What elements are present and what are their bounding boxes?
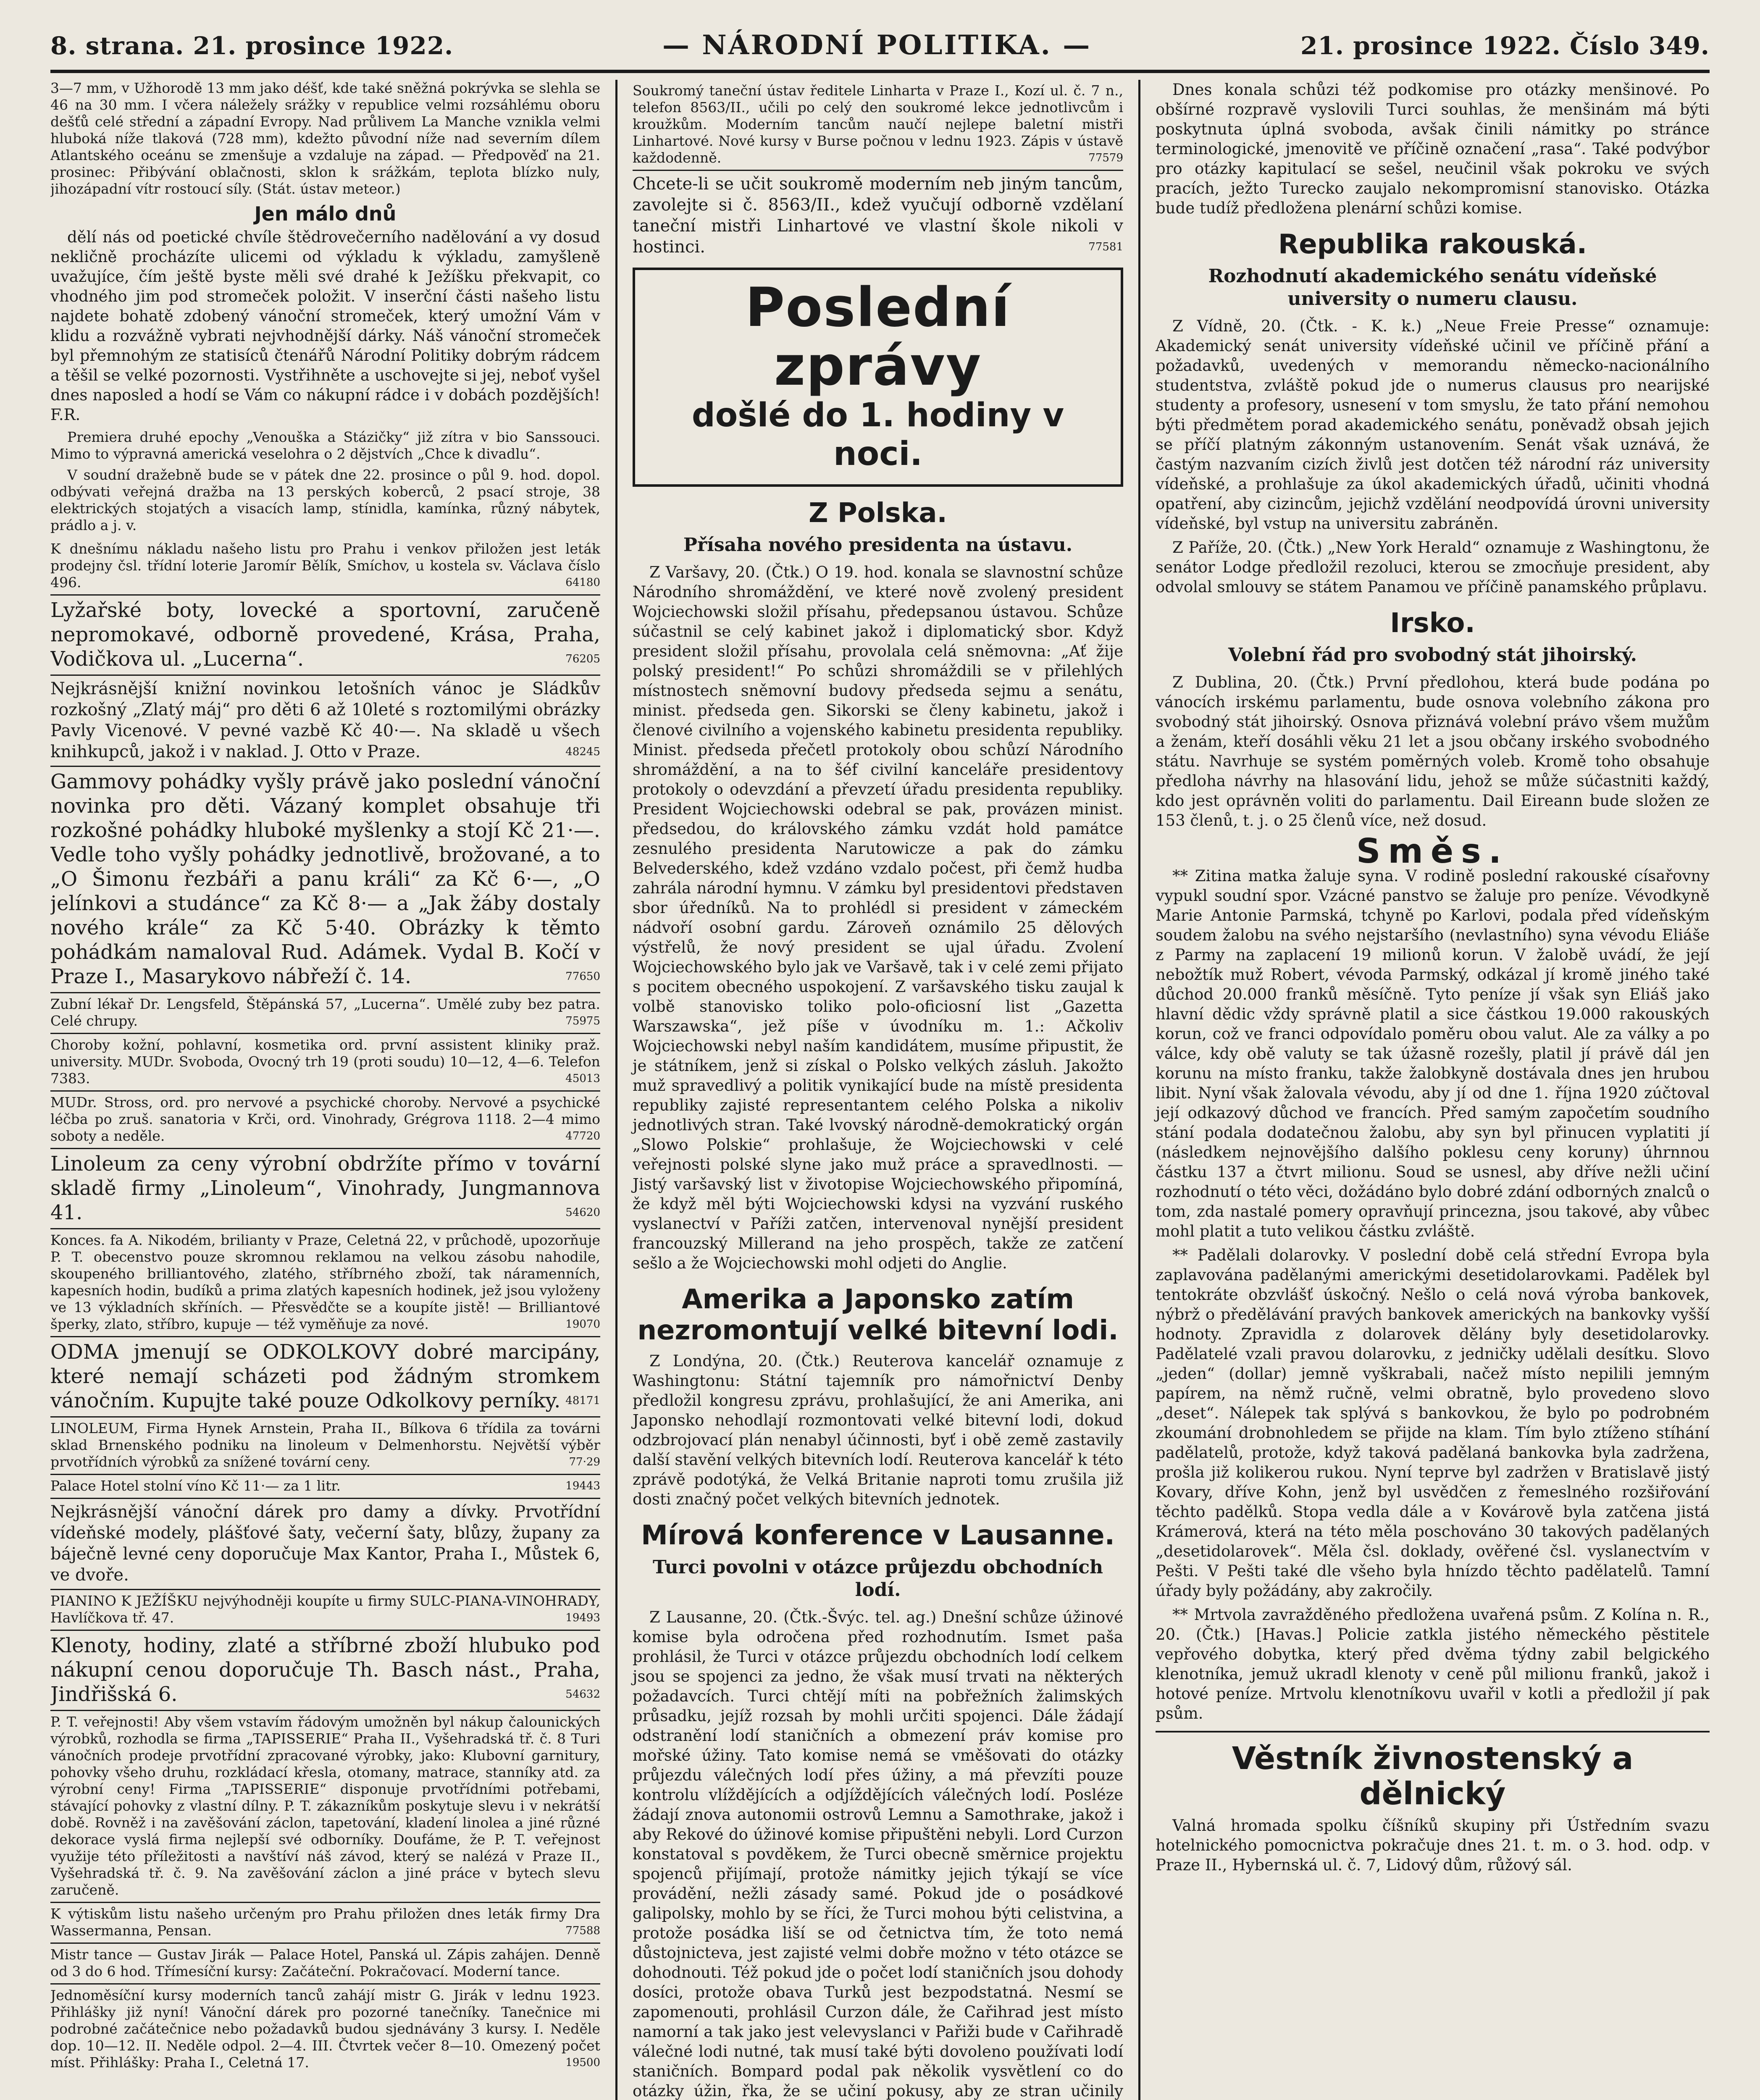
ad-linhart-1 bbox=[633, 80, 1123, 171]
irsko-subheading: Volební řád pro svobodný stát jihoirský. bbox=[1228, 644, 1637, 666]
masthead-title: — NÁRODNÍ POLITIKA. — bbox=[662, 29, 1092, 61]
ad-naklad bbox=[50, 538, 600, 596]
ad-odma-text: ODMA jmenují se ODKOLKOVY dobré marcipány, které nemají scházeti pod žádným stromkem vánočním. Kupujte také pouze Odkolkovy perníky. bbox=[50, 1340, 600, 1412]
ad-klenoty-text: Klenoty, hodiny, zlaté a stříbrné zboží hlubuko pod nákupní cenou doporučuje Th. Basch nást., Praha, Jindřišská 6. bbox=[50, 1634, 600, 1706]
ad-linhart-1-num: 77579 bbox=[1088, 152, 1123, 164]
ad-linhart-1-text: Soukromý taneční ústav ředitele Linharta v Praze I., Kozí ul. č. 7 n., telefon 8563/II., učili po celý den soukromé lekce jednotlivcům i kroužkům. Moderním tancům naučí nejlepe baletní mistři Linhartové. Nové kursy v Burse počnou v lednu 1923. Zápis v ústavě každodenně. bbox=[633, 82, 1123, 166]
ad-klenoty bbox=[50, 1631, 600, 1711]
ad-lyzarske-num: 76205 bbox=[565, 653, 600, 665]
lausanne-heading: Mírová konference v Lausanne. bbox=[641, 1520, 1115, 1551]
latest-news-subtitle: došlé do 1. hodiny v noci. bbox=[691, 396, 1064, 473]
ad-pianino-text: PIANINO K JEŽÍŠKU nejvýhodněji koupíte u firmy SULC-PIANA-VINOHRADY, Havlíčkova tř. 47. bbox=[50, 1593, 600, 1626]
smes-item-2: ** Padělali dolarovky. V poslední době celá střední Evropa byla zaplavována padělanými americkými desetidolarovkami. Padělek byl tentokráte obzvlášť úskočný. Nešlo o celá nová výroba bankovek, nýbrž o předělávání pravých bankovek amerických na bankovky vyšší hodnoty. Zpravidla z dolarovek dělány byly desetidolarovky. Padělatelé vzali pravou dolarovku, z jedničky udělali desítku. Slovo „jeden“ (dollar) jemně vyškrabali, načež místo nepilili jemným papírem, na němž ručně, velmi obratně, bylo provedeno slovo „deset“. Nálepek tak splývá s bankovkou, že bylo po podrobném zkoumání drobnohledem se přijde na klam. Tím bylo ztíženo stíhání padělatelů, protože, když taková padělaná bankovka byla zadržena, prošla již kolikerou rukou. Nyní teprve byl zadržen v Bratislavě jistý Kovary, dříve Kohn, jenž byl usvědčen z řemeslného rozšiřování těchto padělků. Stopa vedla dále a v Kovárově byla zatčena jistá Krámerová, která na této měla poschováno 30 takových padělaných „desetidolarovek“. Měla čsl. doklady, ověřené čsl. vyslanectvím v Pešti. V Pešti také dle všeho byla hnízdo těchto padělatelů. Tamní úřady byly požádány, aby zakročily. bbox=[1156, 1246, 1710, 1600]
ad-kursy-text: Jednoměsíční kursy moderních tanců zahájí mistr G. Jirák v lednu 1923. Přihlášky již nyní! Vánoční dárek pro pozorné tanečníky. Tanečnice mi podrobné začátečnice nebo požadavků budou sjednávány 3 kursy. I. Neděle dop. 10—12. II. Neděle odpol. 2—4. III. Čtvrtek večer 8—10. Omezený počet míst. Přihlášky: Praha I., Celetná 17. bbox=[50, 1987, 600, 2071]
lausanne-subheading: Turci povolni v otázce průjezdu obchodních lodí. bbox=[652, 1557, 1103, 1601]
ad-choroby-text: Choroby kožní, pohlavní, kosmetika ord. první assistent kliniky praž. university. MUDr. Svoboda, Ovocný trh 19 (proti soudu) 10—12, 4—6. Telefon 7383. bbox=[50, 1037, 600, 1087]
ad-darek-text: Nejkrásnější vánoční dárek pro damy a dívky. Prvotřídní vídeňské modely, plášťové šaty, večerní šaty, blůzy, župany za báječně levné ceny doporučuje Max Kantor, Praha I., Můstek 6, ve dvoře. bbox=[50, 1502, 600, 1585]
ad-choroby-num: 45013 bbox=[565, 1072, 600, 1085]
ad-zubni-num: 75975 bbox=[565, 1015, 600, 1027]
ad-linoleum-text: Linoleum za ceny výrobní obdržíte přímo v tovární skladě firmy „Linoleum“, Vinohrady, Jungmannova 41. bbox=[50, 1152, 600, 1224]
ad-palace bbox=[50, 1475, 600, 1499]
rak-text-2: Z Paříže, 20. (Čtk.) „New York Herald“ oznamuje z Washingtonu, že senátor Lodge předložil rezoluci, kterou se zmocňuje president, aby odvolal smlouvy se státem Panamou ve příčině panamského průplavu. bbox=[1156, 538, 1710, 596]
lausanne-text: Z Lausanne, 20. (Čtk.-Švýc. tel. ag.) Dnešní schůze úžinové komise byla odročena před rozhodnutím. Ismet paša prohlásil, že Turci v otázce průjezdu obchodních lodí celkem jsou se spojenci za jedno, že však musí trvati na některých požadavcích. Turci chtějí míti na pobřežních žalimských průsadku, jejíž rozsah by mohli určiti spojenci. Dále žádají odstranění lodí staničních a obmezení práv komise pro mořské úžiny. Tato komise nemá se vměšovati do otázky průjezdu válečných lodí přes úžiny, a má převzíti pouze kontrolu vlíždějících a odjíždějících válečných lodí. Posléze žádají znova autonomii ostrovů Lemnu a Samothrake, jakož i aby Rekové do úžinové komise připuštěni nebyli. Lord Curzon konstatoval s povděkem, že Turci obecně směrnice projektu spojenců přijímají, protože námitky jejich týkají se více provádění, nežli zásady samé. Pokud jde o posádkové galipolsky, mohlo by se říci, že Turci mohou býti celistvina, a protože posádka liší se od četnictva tím, že toto nemá důstojnicteva, jest zajisté velmi dobře možno v této otázce se dohodnouti. Též pokud jde o počet lodí staničních jsou dohody dosíci, protože obava Turků jest bezpodstatná. Nesmí se zapomenouti, prohlásil Curzon dále, že Cařihrad jest místo namorní a tak jako jest velevyslanci v Pařiži bude v Cařihradě válečné lodi nutné, tak musí také býti dovoleno používati lodí staničních. Bompard podal pak několik vysvětlení co do otázky úžin, řka, že se učiní pokusy, aby ze stran učinily bbox=[633, 1608, 1123, 2100]
ad-lyzarske-text: Lyžařské boty, lovecké a sportovní, zaručeně nepromokavé, odborně provedené, Krása, Praha, Vodičkova ul. „Lucerna“. bbox=[50, 598, 600, 671]
ad-kursy-num: 19500 bbox=[565, 2056, 600, 2069]
ad-tapisserie bbox=[50, 1711, 600, 1903]
latest-news-box bbox=[633, 268, 1123, 487]
latest-news-title: Poslední zprávy bbox=[745, 276, 1011, 398]
ad-odma bbox=[50, 1337, 600, 1418]
ad-nikodem-text: Konces. fa A. Nikodém, brilianty v Praze, Celetná 22, v průchodě, upozorňuje P. T. obecenstvo pouze skromnou reklamou na velkou zásobu nahodile, skoupeného brilliantového, zlatého, stříbrného zboží, tak náramenních, kapesních hodin, budíků a prima zlatých kapesních hodinek, jež jsou vyloženy ve 13 výkladních skříních. — Přesvědčte se a koupíte jistě! — Brilliantové šperky, zlato, stříbro, kupuje — též vyměňuje za nové. bbox=[50, 1232, 600, 1332]
ad-palace-text: Palace Hotel stolní víno Kč 11·— za 1 litr. bbox=[50, 1478, 341, 1494]
vestnik-text: Valná hromada spolku číšníků skupiny při Ústředním svazu hotelnického pomocnictva pokračuje dnes 21. t. m. o 3. hod. odp. v Praze II., Hybernská ul. č. 7, Lidový dům, růžový sál. bbox=[1156, 1816, 1710, 1874]
ad-kniha-text: Nejkrásnější knižní novinkou letošních vánoc je Sládkův rozkošný „Zlatý máj“ pro děti 6 až 10leté s roztomilými obrázky Pavly Vicenové. V pevné vazbě Kč 40·—. Na skladě u všech knihkupců, jakož i v naklad. J. Otto v Praze. bbox=[50, 679, 600, 761]
column-3 bbox=[1138, 80, 1710, 2100]
ad-gammovy bbox=[50, 767, 600, 993]
ad-arnstein-text: LINOLEUM, Firma Hynek Arnstein, Praha II., Bílkova 6 třídila za továrni sklad Brnenského podniku na linoleum v Delmenhorstu. Největší výběr prvotřídních výrobků za snížené tovární ceny. bbox=[50, 1420, 600, 1470]
ad-odma-num: 48171 bbox=[565, 1394, 600, 1407]
rak-heading: Republika rakouská. bbox=[1278, 229, 1587, 260]
ad-palace-num: 19443 bbox=[565, 1480, 600, 1492]
ad-tapisserie-text: P. T. veřejnosti! Aby všem vstavím řádovým umožněn byl nákup čalounických výrobků, rozhodla se firma „TAPISSERIE“ Praha II., Vyšehradská tř. č. 8 Turi vánočních prodeje prvotřídní zpracované výrobky, jako: Klubovní garnitury, pohovky všeho druhu, rozkládací křesla, otomany, matrace, stanníky atd. za výrobní ceny! Firma „TAPISSERIE“ disponuje prvotřídními potřebami, stávající pohovky z vlastní dílny. P. T. zákazníkům poskytuje slevu i v nekrátší době. Rovněž i na zavěšování záclon, tapetování, kladení linolea a jiné různé dekorace vyslá firma nejlepší své odborníky. Doufáme, že P. T. veřejnost využije této příležitosti a navštíví náš závod, který se nalézá v Praze II., Vyšehradská tř. č. 9. Na zavěšování záclon a jiné práce v bytech slevu zaručeně. bbox=[50, 1714, 600, 1898]
polska-heading: Z Polska. bbox=[809, 498, 947, 529]
smes-heading: Směs. bbox=[1356, 832, 1509, 871]
ad-wassermann bbox=[50, 1903, 600, 1944]
ad-linhart-2 bbox=[633, 171, 1123, 261]
smes-item-1: ** Zitina matka žaluje syna. V rodině poslední rakouské císařovny vypukl soudní spor. Vzácné panstvo se žaluje pro peníze. Vévodkyně Marie Antonie Parmská, tchyně po Karlovi, podala před vídeňským soudem žalobu na svého nejstaršího (nevlastního) syna vévodu Eliáše z Parmy na zaplacení 19 milionů korun. V žalobě uvádí, že její nebožtík muž Robert, vévoda Parmský, odkázal jí kromě jiného také důchod 20.000 franků měsíčně. Tyto peníze jí však syn Eliáš jako hlavní dědic vždy správně platil a sice částkou 19.000 rakouských korun, což ve franci odpovídalo poměru obou valut. Ale za války a po válce, kdy obě valuty se tak úžasně rozešly, platil jí právě dál jen korunu na místo franku, takže žalobkyně dostávala dnes jen hrubou libit. Nyní však žalovala vévodu, aby jí od dne 1. října 1920 zúčtoval její odkazový důchod ve francích. Před samým započetím soudního stání podala dodatečnou žalobu, aby syn byl přinucen vyplatiti jí (následkem nejnovějšího dalšího poklesu ceny koruny) úhrnnou částku 137 a čtvrt milionu. Soud se usnesl, aby dříve nežli učiní rozhodnutí o této věci, dožádáno bylo dobré zdání odborných znalců o tom, zda nastalé pomery opravňují princezna, jsou takové, aby vůbec mohl platit a tuto velikou částku zvláště. bbox=[1156, 867, 1710, 1240]
polska-subheading: Přísaha nového presidenta na ústavu. bbox=[683, 534, 1073, 556]
ad-kniha bbox=[50, 676, 600, 767]
ad-linoleum-num: 54620 bbox=[565, 1206, 600, 1219]
ad-naklad-num: 64180 bbox=[565, 576, 600, 589]
ad-mudr-text: MUDr. Stross, ord. pro nervové a psychické choroby. Nervové a psychické léčba po zruš. sanatoria v Krči, ord. Vinohrady, Grégrova 1118. 2—4 mimo soboty a neděle. bbox=[50, 1094, 600, 1144]
rak-subheading: Rozhodnutí akademického senátu vídeňské university o numeru clausu. bbox=[1208, 265, 1657, 310]
smes-item-3: ** Mrtvola zavražděného předložena uvařená psům. Z Kolína n. R., 20. (Čtk.) [Havas.] Policie zatkla jistého německého pěstitele vepřového dobytka, který před dvěma týdny zabil belgického klenotníka, jemuž ukradl klenoty v ceně půl milionu franků, jakož i hotové peníze. Mrtvolu klenotníkovu uvařil v kotli a předložil jí pak psům. bbox=[1156, 1606, 1710, 1722]
amerika-text: Z Londýna, 20. (Čtk.) Reuterova kancelář oznamuje z Washingtonu: Státní tajemník pro námořnictví Denby předložil kongresu zprávu, prohlašující, že ani Amerika, ani Japonsko nehodlají rozmontovati velké bitevní lodi, dokud odzbrojovací plán nenabyl účinnosti, byť i obě země zastavily další stavění velkých bitevních lodí. Reuterova kancelář k této zprávě podotýká, že Velká Britanie naproti tomu zrušila již dosti značný počet velkých bitevních jednotek. bbox=[633, 1352, 1123, 1508]
mensiny-text: Dnes konala schůzi též podkomise pro otázky menšinové. Po obšírné rozpravě vyslovili Turci souhlas, že menšinám má býti poskytnuta úplná svoboda, avšak činili námitky po stránce terminologické, jmenovitě ve příčině označení „rasa“. Také podvýbor pro otázky kapitulací se sešel, neučinil však pokroku ve svých pracích, ježto Turecko zaujalo nekompromisní stanovisko. Otázka bude tudíž předložena plenární schůzi komise. bbox=[1156, 81, 1710, 217]
ad-linoleum bbox=[50, 1149, 600, 1229]
irsko-heading: Irsko. bbox=[1390, 608, 1475, 639]
ad-arnstein-num: 77·29 bbox=[569, 1456, 600, 1468]
column-1 bbox=[50, 80, 615, 2100]
ad-zubni bbox=[50, 993, 600, 1034]
ad-wassermann-num: 77588 bbox=[565, 1924, 600, 1937]
ad-wassermann-text: K výtiskům listu našeho určeným pro Prahu přiložen dnes leták firmy Dra Wassermanna, Pensan. bbox=[50, 1906, 600, 1939]
vestnik-heading: Věstník živnostenský a dělnický bbox=[1232, 1740, 1634, 1812]
ad-mudr-num: 47720 bbox=[565, 1130, 600, 1142]
amerika-heading: Amerika a Japonsko zatím nezromontují velké bitevní lodi. bbox=[637, 1284, 1119, 1346]
column-2 bbox=[615, 80, 1138, 2100]
ad-jirak bbox=[50, 1944, 600, 1984]
ad-klenoty-num: 54632 bbox=[565, 1688, 600, 1701]
columns bbox=[50, 80, 1710, 2100]
premiera-notice: Premiera druhé epochy „Venouška a Stázičky“ již zítra v bio Sanssouci. Mimo to výpravná americká veselohra o 2 dějstvích „Chce k divadlu“. bbox=[50, 429, 600, 462]
ad-linhart-2-num: 77581 bbox=[1088, 241, 1123, 253]
ad-kniha-num: 48245 bbox=[565, 746, 600, 758]
jen-malo-title: Jen málo dnů bbox=[254, 202, 397, 225]
ad-naklad-text: K dnešnímu nákladu našeho listu pro Prahu i venkov přiložen jest leták prodejny čsl. třídní loterie Jaromír Bělík, Smíchov, u kostela sv. Václava číslo 496. bbox=[50, 541, 600, 591]
ad-linhart-2-text: Chcete-li se učit soukromě moderním neb jiným tancům, zavolejte si č. 8563/II., kdež vyučují odborně vzdělaní taneční mistři Linhartové ve vlastní škole nikoli v hostinci. bbox=[633, 174, 1123, 257]
ad-choroby bbox=[50, 1034, 600, 1092]
ad-darek bbox=[50, 1499, 600, 1590]
section-divider bbox=[1156, 1731, 1710, 1732]
ad-jirak-text: Mistr tance — Gustav Jirák — Palace Hotel, Panská ul. Zápis zahájen. Denně od 3 do 6 hod. Třímesíční kursy: Začáteční. Pokračovací. Moderní tance. bbox=[50, 1946, 600, 1979]
ad-gammovy-num: 77650 bbox=[565, 970, 600, 983]
ad-nikodem-num: 19070 bbox=[565, 1318, 600, 1331]
ad-kursy bbox=[50, 1984, 600, 2074]
ad-gammovy-text: Gammovy pohádky vyšly právě jako poslední vánoční novinka pro děti. Vázaný komplet obsahuje tři rozkošné pohádky hluboké myšlenky a stojí Kč 21·—. Vedle toho vyšly pohádky jednotlivě, brožované, a to „O Šimonu řezbáři a panu králi“ za Kč 6·—, „O jelínkovi a studánce“ za Kč 8·— a „Jak žáby dostaly nového krále“ za Kč 5·40. Obrázky k těmto pohádkám namaloval Rud. Adámek. Vydal B. Kočí v Praze I., Masarykovo nábřeží č. 14. bbox=[50, 770, 600, 988]
ad-pianino-num: 19493 bbox=[565, 1612, 600, 1624]
jen-malo-text: dělí nás od poetické chvíle štědrovečerního nadělování a vy dosud nekličně procházíte ulicemi od výkladu k výkladu, zamyšleně uvažujíce, čím ještě byste měli své drahé k Ježíšku překvapit, co vhodného jim pod stromeček položit. V inserční části našeho listu najdete bohatě zdobený vánoční stromeček, který umožní Vám v klidu a rozvážně vybrati nejvhodnější dárky. Náš vánoční stromeček byl přemnohým ze statisíců čtenářů Národní Politiky dobrým rádcem a těšil se velké pozornosti. Vystřihněte a uschovejte si jej, neboť vyšel dnes naposled a hodí se Vám co nákupní rádce i v dobách pozdějších! F.R. bbox=[50, 228, 600, 424]
ad-zubni-text: Zubní lékař Dr. Lengsfeld, Štěpánská 57, „Lucerna“. Umělé zuby bez patra. Celé chrupy. bbox=[50, 996, 600, 1029]
ad-arnstein bbox=[50, 1418, 600, 1475]
weather-report: 3—7 mm, v Užhorodě 13 mm jako déšť, kde také sněžná pokrývka se slehla se 46 na 30 mm. I včera náležely srážky v republice velmi rozsáhlému oboru dešťů celé střední a západní Evropy. Nad průlivem La Manche vznikla velmi hluboká níže tlaková (728 mm), kdežto původní níže nad severním dílem Atlantského oceánu se zmenšuje a vzdaluje na západ. — Předpověď na 21. prosinec: Přibývání oblačnosti, sklon k srážkám, teplota blízko nuly, jihozápadní vítr rostoucí síly. (Stát. ústav meteor.) bbox=[50, 80, 600, 197]
ad-lyzarske bbox=[50, 596, 600, 676]
irsko-text: Z Dublina, 20. (Čtk.) První předlohou, která bude podána po vánocích irskému parlamentu, bude osnova volebního zákona pro svobodný stát jihoirský. Osnova přiznává volební právo všem mužům a ženám, kteří dosáhli věku 21 let a jsou občany irského svobodného státu. Navrhuje se systém poměrných voleb. Kromě toho obsahuje předloha návrhy na hlasování lidu, jehož se může súčastniti každý, kdo jest oprávněn voliti do parlamentu. Dail Eireann bude složen ze 153 členů, t. j. o 25 členů více, než dosud. bbox=[1156, 673, 1710, 830]
ad-pianino bbox=[50, 1590, 600, 1631]
masthead bbox=[50, 29, 1710, 73]
rak-text-1: Z Vídně, 20. (Čtk. - K. k.) „Neue Freie Presse“ oznamuje: Akademický senát university vídeňské učinil ve příčině přání a požadavků, uvedených v memorandu německo-nacionálního studentstva, zvláště pokud jde o numerus clausus pro nearijské studenty a profesory, usnesení v tom smyslu, že tato přání nemohou býti předmětem porad akademického senátu, poněvadž obsah jejich se příčí platným zákonným ustanovením. Senát však uznává, že častým nazvaním cizích živlů jest dotčen též národní ráz university vídeňské, a prohlašuje za úkol akademických úřadů, učiniti vhodná opatření, aby cizincům, jejichž vzdělání neodpovídá úrovni university vídeňské, byl vstup na universitu zabráněn. bbox=[1156, 317, 1710, 533]
masthead-date-right: 21. prosince 1922. Číslo 349. bbox=[1300, 32, 1710, 60]
polska-text: Z Varšavy, 20. (Čtk.) O 19. hod. konala se slavnostní schůze Národního shromáždění, ve které nově zvolený president Wojciechowski složil přísahu, předepsanou ústavou. Schůze súčastnil se celý kabinet jakož i diplomatický sbor. Když president složil přísahu, provolala celá sněmovna: „Ať žije polský president!“ Po schůzi shromáždili se v přilehlých místnostech sněmovní budovy předseda sejmu a senátu, minist. předseda gen. Sikorski se členy kabinetu, jakož i členové civilního a vojenského kabinetu presidenta republiky. Minist. předseda přečetl protokoly obou schůzí Národního shromáždění, a na to šéf civilní kanceláře presidentovy protokoly o odevzdání a převzetí úřadu presidenta republiky. President Wojciechowski odebral se pak, provázen minist. předsedou, do královského zámku vzdát hold památce zesnulého presidenta Narutowicze a pak do zámku Belvederského, kdež vzdáno vzdalo počest, při čemž hudba zahrála národní hymnu. V zámku byl presidentovi představen sbor úředníků. Na to prohlédl si president v zámeckém nádvoří osobní gardu. Zároveň oznámilo 25 dělových výstřelů, že nový president se ujal úřadu. Zvolení Wojciechowského bylo jak ve Varšavě, tak i v celé zemi přijato s pocitem obecného uspokojení. Z varšavského tisku zaujal k volbě stanovisko toliko polo-oficiosní list „Gazetta Warszawska“, jež píše v úvodníku m. 1.: Ačkoliv Wojciechowski nebyl naším kandidátem, musíme připustit, že je státníkem, jenž si získal o Polsko velkých zásluh. Jakožto muž spravedlivý a politik vynikající bude na místě presidenta republiky zajisté representantem celého Polska a nikoliv jednotlivých stran. Také lvovský národně-demokratický orgán „Slowo Polskie“ prohlašuje, že Wojciechowski v celé veřejnosti polské slyne jako muž práce a spravedlnosti. — Jistý varšavský list v životopise Wojciechowského připomíná, že když měl býti Wojciechowski kdysi na vyzvání ruského vyslanectví v Paříži zatčen, intervenoval nynější president francouzský Millerand na jeho prospěch, takže ze zatčení sešlo a že Wojciechowski mohl odjeti do Anglie. bbox=[633, 563, 1123, 1272]
drazba-notice: V soudní dražebně bude se v pátek dne 22. prosince o půl 9. hod. dopol. odbývati veřejná dražba na 13 perských koberců, 2 psací stroje, 38 elektrických stojatých a visacích lamp, stínidla, kamínka, různý nábytek, prádlo a j. v. bbox=[50, 467, 600, 533]
ad-mudr bbox=[50, 1092, 600, 1149]
masthead-date-left: 8. strana. 21. prosince 1922. bbox=[50, 32, 454, 60]
ad-nikodem bbox=[50, 1229, 600, 1337]
